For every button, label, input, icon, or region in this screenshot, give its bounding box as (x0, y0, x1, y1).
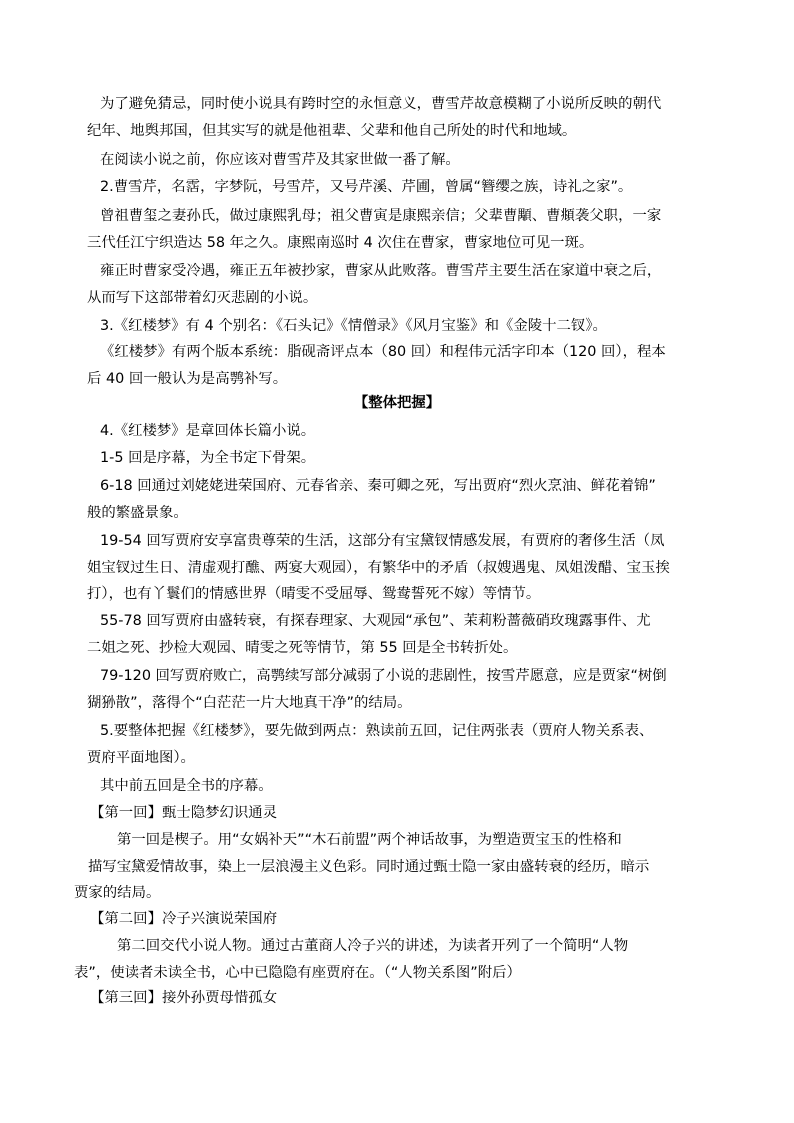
paragraph-chapters-19-54 (87, 528, 670, 608)
paragraph-chapters-55-78 (87, 608, 651, 661)
text-line: 19-54 回写贾府安享富贵尊荣的生活，这部分有宝黛钗情感发展，有贾府的奢侈生活（凤 (100, 533, 665, 549)
paragraph-alternative-titles (100, 313, 607, 340)
text-line: 猢狲散”，落得个“白茫茫一片大地真干净”的结局。 (87, 694, 412, 711)
text-line: 贾家的结局。 (74, 885, 161, 901)
text-line: 三代任江宁织造达 58 年之久。康熙南巡时 4 次住在曹家，曹家地位可见一斑。 (87, 234, 594, 251)
text-line: 为了避免猜忌，同时使小说具有跨时空的永恒意义，曹雪芹故意模糊了小说所反映的朝代 (100, 96, 662, 112)
episode-summary-1 (74, 827, 650, 907)
text-line: 纪年、地舆邦国，但其实写的就是他祖辈、父辈和他自己所处的时代和地域。 (87, 122, 577, 139)
paragraph-editions (87, 339, 666, 392)
episode-summary-2 (74, 933, 629, 986)
text-line: 55-78 回写贾府由盛转衰，有探春理家、大观园“承包”、茉莉粉蔷薇硝玫瑰露事件、尤 (100, 613, 651, 629)
text-line: 后 40 回一般认为是高鹗补写。 (87, 370, 288, 387)
paragraph-intro-1 (87, 91, 662, 144)
paragraph-chapters-6-18 (87, 473, 656, 526)
text-line: 第一回是楔子。用“女娲补天”“木石前盟”两个神话故事，为塑造贾宝玉的性格和 (117, 832, 622, 848)
paragraph-cao-xueqin-name (100, 174, 632, 201)
paragraph-family-decline (87, 258, 662, 311)
text-line: 二姐之死、抄检大观园、晴雯之死等情节，第 55 回是全书转折处。 (87, 639, 518, 656)
text-line: 《红楼梦》有两个版本系统：脂砚斋评点本（80 回）和程伟元活字印本（120 回），程本 (100, 344, 666, 360)
text-line: 6-18 回通过刘姥姥进荣国府、元春省亲、秦可卿之死，写出贾府“烈火烹油、鲜花着锦” (100, 478, 656, 494)
text-line: 4.《红楼梦》是章回体长篇小说。 (100, 423, 316, 439)
paragraph-novel-form (100, 418, 315, 445)
text-line: 雍正时曹家受冷遇，雍正五年被抄家，曹家从此败落。曹雪芹主要生活在家道中衰之后， (100, 263, 662, 279)
episode-title-1: 【第一回】甄士隐梦幻识通灵 (90, 805, 278, 821)
episode-title-3: 【第三回】接外孙贾母惜孤女 (90, 990, 278, 1006)
text-line: 其中前五回是全书的序幕。 (100, 778, 273, 794)
paragraph-how-to-grasp (87, 718, 654, 771)
paragraph-chapters-79-120 (87, 663, 667, 716)
text-line: 表”，使读者未读全书，心中已隐隐有座贾府在。（“人物关系图”附后） (74, 964, 521, 981)
paragraph-chapters-1-5 (100, 445, 315, 472)
text-line: 79-120 回写贾府败亡，高鹗续写部分减弱了小说的悲剧性，按雪芹愿意，应是贾家“树倒 (100, 668, 667, 684)
text-line: 贾府平面地图）。 (87, 749, 195, 766)
text-line: 姐宝钗过生日、清虚观打醮、两宴大观园），有繁华中的矛盾（叔嫂遇鬼、凤姐泼醋、宝玉挨 (87, 559, 670, 576)
paragraph-intro-2 (100, 147, 460, 174)
text-line: 描写宝黛爱情故事，染上一层浪漫主义色彩。同时通过甄士隐一家由盛转衰的经历，暗示 (88, 858, 650, 875)
text-line: 打），也有丫鬟们的情感世界（晴雯不受屈辱、鸳鸯誓死不嫁）等情节。 (87, 586, 541, 602)
text-line: 1-5 回是序幕，为全书定下骨架。 (100, 450, 316, 466)
paragraph-prologue-note (100, 773, 273, 800)
text-line: 在阅读小说之前，你应该对曹雪芹及其家世做一番了解。 (100, 152, 460, 168)
episode-title-2: 【第二回】冷子兴演说荣国府 (90, 911, 278, 927)
text-line: 曾祖曹玺之妻孙氏，做过康熙乳母；祖父曹寅是康熙亲信；父辈曹顒、曹頫袭父职，一家 (100, 208, 662, 224)
text-line: 5.要整体把握《红楼梦》，要先做到两点：熟读前五回，记住两张表（贾府人物关系表、 (100, 723, 654, 739)
text-line: 第二回交代小说人物。通过古董商人冷子兴的讲述，为读者开列了一个简明“人物 (117, 938, 629, 954)
text-line: 从而写下这部带着幻灭悲剧的小说。 (87, 289, 318, 306)
text-line: 3.《红楼梦》有 4 个别名：《石头记》《情僧录》《风月宝鉴》和《金陵十二钗》。 (100, 318, 607, 334)
text-line: 2.曹雪芹，名霑，字梦阮，号雪芹，又号芹溪、芹圃，曾属“簪缨之族，诗礼之家”。 (100, 179, 633, 195)
text-line: 般的繁盛景象。 (87, 504, 188, 521)
section-heading: 【整体把握】 (353, 395, 441, 411)
paragraph-family-history (87, 203, 662, 256)
